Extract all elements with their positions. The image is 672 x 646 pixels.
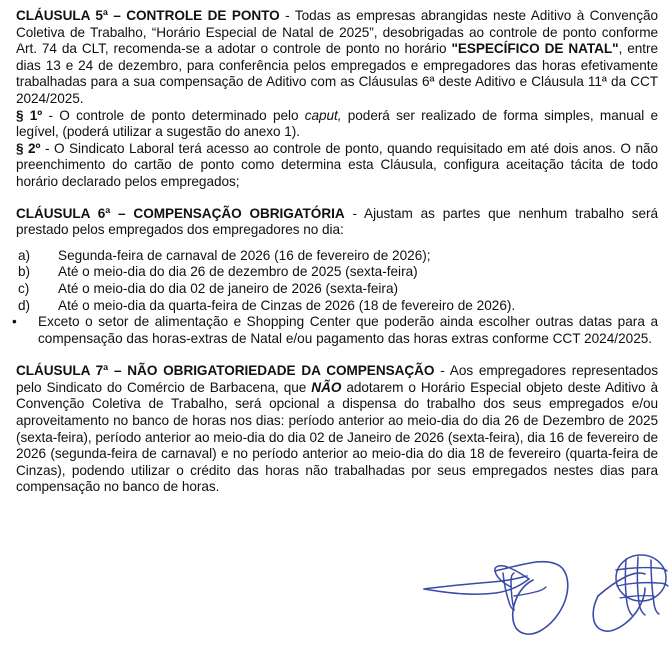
list-item-label: Segunda-feira de carnaval de 2026 (16 de fevereiro de 2026); [58, 247, 431, 263]
list-item-marker: b) [18, 264, 31, 280]
handwritten-signature-left [424, 562, 568, 634]
clause-5-heading-separator: - [279, 8, 295, 23]
spacer-before-clause-7 [16, 347, 658, 363]
bullet-icon: • [12, 314, 17, 330]
paragraph-2-marker: § 2º [16, 140, 41, 156]
paragraph-2 [16, 141, 658, 191]
list-item [16, 281, 658, 298]
signature-area [0, 552, 672, 646]
clause-6-paragraph [16, 206, 658, 239]
clause-7-body-part-1: Aos empregadores representados pelo Sindicato do Comércio de Barbacena, que [16, 363, 659, 395]
clause-5-body-part-2: , entre dias 13 e 24 de dezembro, para conferência pelos empregados e empregadores das horas efetivamente trabalhadas para a sua compensação de Aditivo com as Cláusulas 6ª deste Aditivo e Cláusula 11ª da CCT 2024/2025. [16, 41, 658, 106]
clause-5-heading: CLÁUSULA 5ª – CONTROLE DE PONTO [16, 8, 280, 23]
list-item-label: Até o meio-dia do dia 26 de dezembro de 2025 (sexta-feira) [58, 264, 418, 280]
spacer-after-paragraph-2 [16, 191, 658, 206]
clause-5-quoted-term: "ESPECÍFICO DE NATAL" [451, 41, 619, 57]
clause-7-paragraph [16, 363, 658, 496]
clause-7-heading: CLÁUSULA 7ª – NÃO OBRIGATORIEDADE DA COMPENSAÇÃO [16, 363, 435, 379]
clause-7-body-part-2: adotarem o Horário Especial objeto deste Aditivo à Convenção Coletiva de Trabalho, será opcional a dispensa do trabalho dos seus empregados e/ou aproveitamento no banco de horas nos dias: período anterior ao meio-dia do dia 26 de Dezembro de 2025 (sexta-feira), período anterior ao meio-dia do dia 02 de Janeiro de 2026 (sexta-feira), dia 16 de fevereiro de 2026 (segunda-feira de carnaval) e no período anterior ao meio-dia do dia 18 de fevereiro (quarta-feira de Cinzas), podendo utilizar o crédito das horas não trabalhadas por seus empregados nestes dias para compensação no banco de horas. [16, 379, 658, 495]
paragraph-1-text-after-italic: poderá ser realizado de forma simples, manual e legível, (poderá utilizar a sugestão do anexo 1). [16, 107, 659, 140]
list-item [16, 248, 658, 265]
clause-6-heading: CLÁUSULA 6ª – COMPENSAÇÃO OBRIGATÓRIA [16, 205, 345, 221]
clause-5-body-part-1: Todas as empresas abrangidas neste Aditivo à Convenção Coletiva de Trabalho, “Horário Especial de Natal de 2025”, desobrigadas ao controle de ponto conforme Art. 74 da CLT, recomenda-se a adotar o controle de ponto no horário [16, 8, 658, 57]
clause-7-heading-separator: - [434, 363, 450, 379]
clause-5-paragraph [16, 8, 658, 108]
list-item-marker: a) [18, 247, 31, 263]
paragraph-1-marker: § 1º [16, 107, 43, 123]
clause-6-exception-bullet [12, 314, 658, 347]
signatures-svg [0, 552, 672, 646]
paragraph-2-text: O Sindicato Laboral terá acesso ao controle de ponto, quando requisitado em até dois anos. O não preenchimento do cartão de ponto como determina esta Cláusula, configura aceitação tácita de todo horário declarado pelos empregados; [16, 140, 658, 189]
handwritten-signature-right [593, 555, 668, 631]
paragraph-1 [16, 108, 658, 141]
list-item [16, 298, 658, 315]
clause-6-body: Ajustam as partes que nenhum trabalho será prestado pelos empregados dos empregadores no dia: [16, 205, 658, 238]
paragraph-1-separator: - [42, 107, 60, 123]
clause-6-list [16, 248, 658, 314]
paragraph-2-separator: - [40, 140, 54, 156]
list-item [16, 264, 658, 281]
paragraph-1-text-before-italic: O controle de ponto determinado pelo [59, 107, 305, 123]
clause-6-exception-text: Exceto o setor de alimentação e Shopping Center que poderão ainda escolher outras datas para a compensação das horas-extras de Natal e/ou pagamento das horas extras conforme CCT 2024/2025. [38, 314, 658, 346]
list-item-marker: c) [18, 280, 30, 296]
list-item-label: Até o meio-dia do dia 02 de janeiro de 2026 (sexta-feira) [58, 280, 399, 296]
list-item-label: Até o meio-dia da quarta-feira de Cinzas de 2026 (18 de fevereiro de 2026). [58, 297, 516, 313]
clause-6-heading-separator: - [344, 205, 365, 221]
paragraph-1-italic-term: caput, [304, 107, 342, 123]
spacer-before-list [16, 239, 658, 248]
list-item-marker: d) [18, 297, 31, 313]
clause-7-emphasis-nao: NÃO [311, 379, 342, 395]
